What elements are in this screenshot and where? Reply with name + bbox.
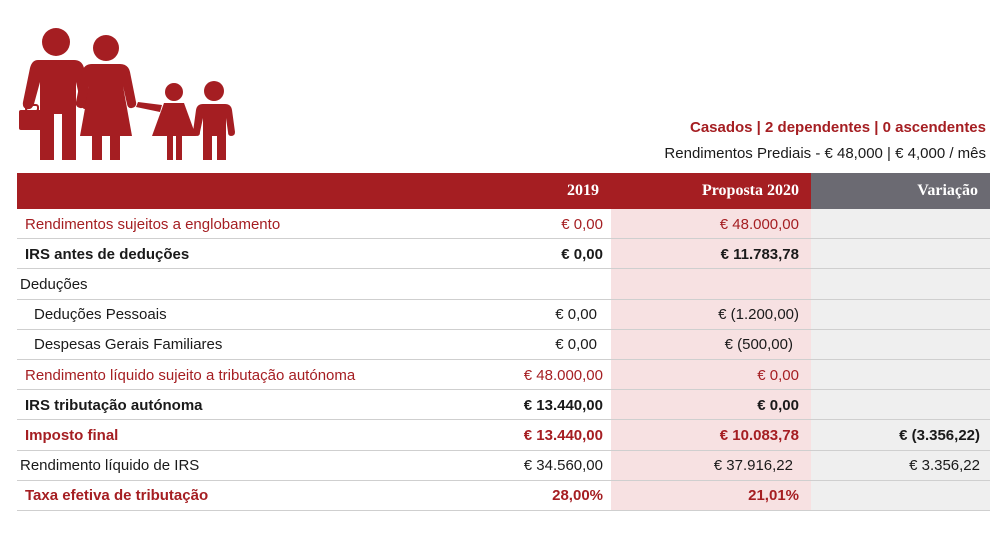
value-2019: € 34.560,00 xyxy=(523,457,603,475)
value-variation xyxy=(811,269,990,299)
table-row xyxy=(17,481,990,511)
value-2020: € (500,00) xyxy=(611,330,811,360)
value-2019: € 0,00 xyxy=(561,215,603,233)
table-row xyxy=(17,239,990,269)
table-row xyxy=(17,390,990,420)
value-2020: € 0,00 xyxy=(611,360,811,390)
value-2020: € 10.083,78 xyxy=(611,420,811,450)
value-variation xyxy=(811,390,990,420)
value-2020: € 0,00 xyxy=(611,390,811,420)
value-variation: € (3.356,22) xyxy=(811,420,990,450)
household-subtitle: Casados | 2 dependentes | 0 ascendentes xyxy=(689,119,986,136)
table-row xyxy=(17,209,990,239)
value-variation xyxy=(811,300,990,330)
value-2019: € 48.000,00 xyxy=(523,366,603,384)
value-2019: € 0,00 xyxy=(561,245,603,263)
table-row xyxy=(17,451,990,481)
table-row xyxy=(17,269,990,299)
row-label: Taxa efetiva de tributação xyxy=(25,487,209,505)
value-2019: € 0,00 xyxy=(555,306,597,324)
row-label: Rendimento líquido de IRS xyxy=(20,457,200,475)
value-2019: € 13.440,00 xyxy=(523,426,603,444)
value-2020: € 11.783,78 xyxy=(611,239,811,269)
value-2019: 28,00% xyxy=(552,487,603,505)
table-header xyxy=(17,173,990,209)
value-2019: € 13.440,00 xyxy=(523,396,603,414)
column-header-proposta-2020: Proposta 2020 xyxy=(611,173,811,209)
value-2020 xyxy=(611,269,811,299)
value-variation xyxy=(811,209,990,239)
table-row xyxy=(17,330,990,360)
value-variation: € 3.356,22 xyxy=(811,451,990,481)
family-icon xyxy=(14,22,244,164)
row-label: Deduções Pessoais xyxy=(34,306,167,324)
row-label: IRS tributação autónoma xyxy=(25,396,203,414)
column-header-2019: 2019 xyxy=(17,173,611,209)
value-variation xyxy=(811,481,990,511)
tax-table xyxy=(17,173,990,511)
table-row xyxy=(17,420,990,450)
income-subtitle: Rendimentos Prediais - € 48,000 | € 4,000 / mês xyxy=(664,145,986,162)
row-label: IRS antes de deduções xyxy=(25,245,190,263)
row-label: Despesas Gerais Familiares xyxy=(34,336,223,354)
value-variation xyxy=(811,330,990,360)
row-label: Rendimento líquido sujeito a tributação autónoma xyxy=(25,366,356,384)
value-2020: € (1.200,00) xyxy=(611,300,811,330)
value-2020: 21,01% xyxy=(611,481,811,511)
value-2020: € 37.916,22 xyxy=(611,451,811,481)
value-2020: € 48.000,00 xyxy=(611,209,811,239)
value-variation xyxy=(811,239,990,269)
column-header-variacao: Variação xyxy=(811,173,990,209)
row-label: Imposto final xyxy=(25,426,119,444)
table-row xyxy=(17,360,990,390)
row-label: Deduções xyxy=(20,275,88,293)
value-variation xyxy=(811,360,990,390)
value-2019: € 0,00 xyxy=(555,336,597,354)
table-row xyxy=(17,300,990,330)
row-label: Rendimentos sujeitos a englobamento xyxy=(25,215,281,233)
